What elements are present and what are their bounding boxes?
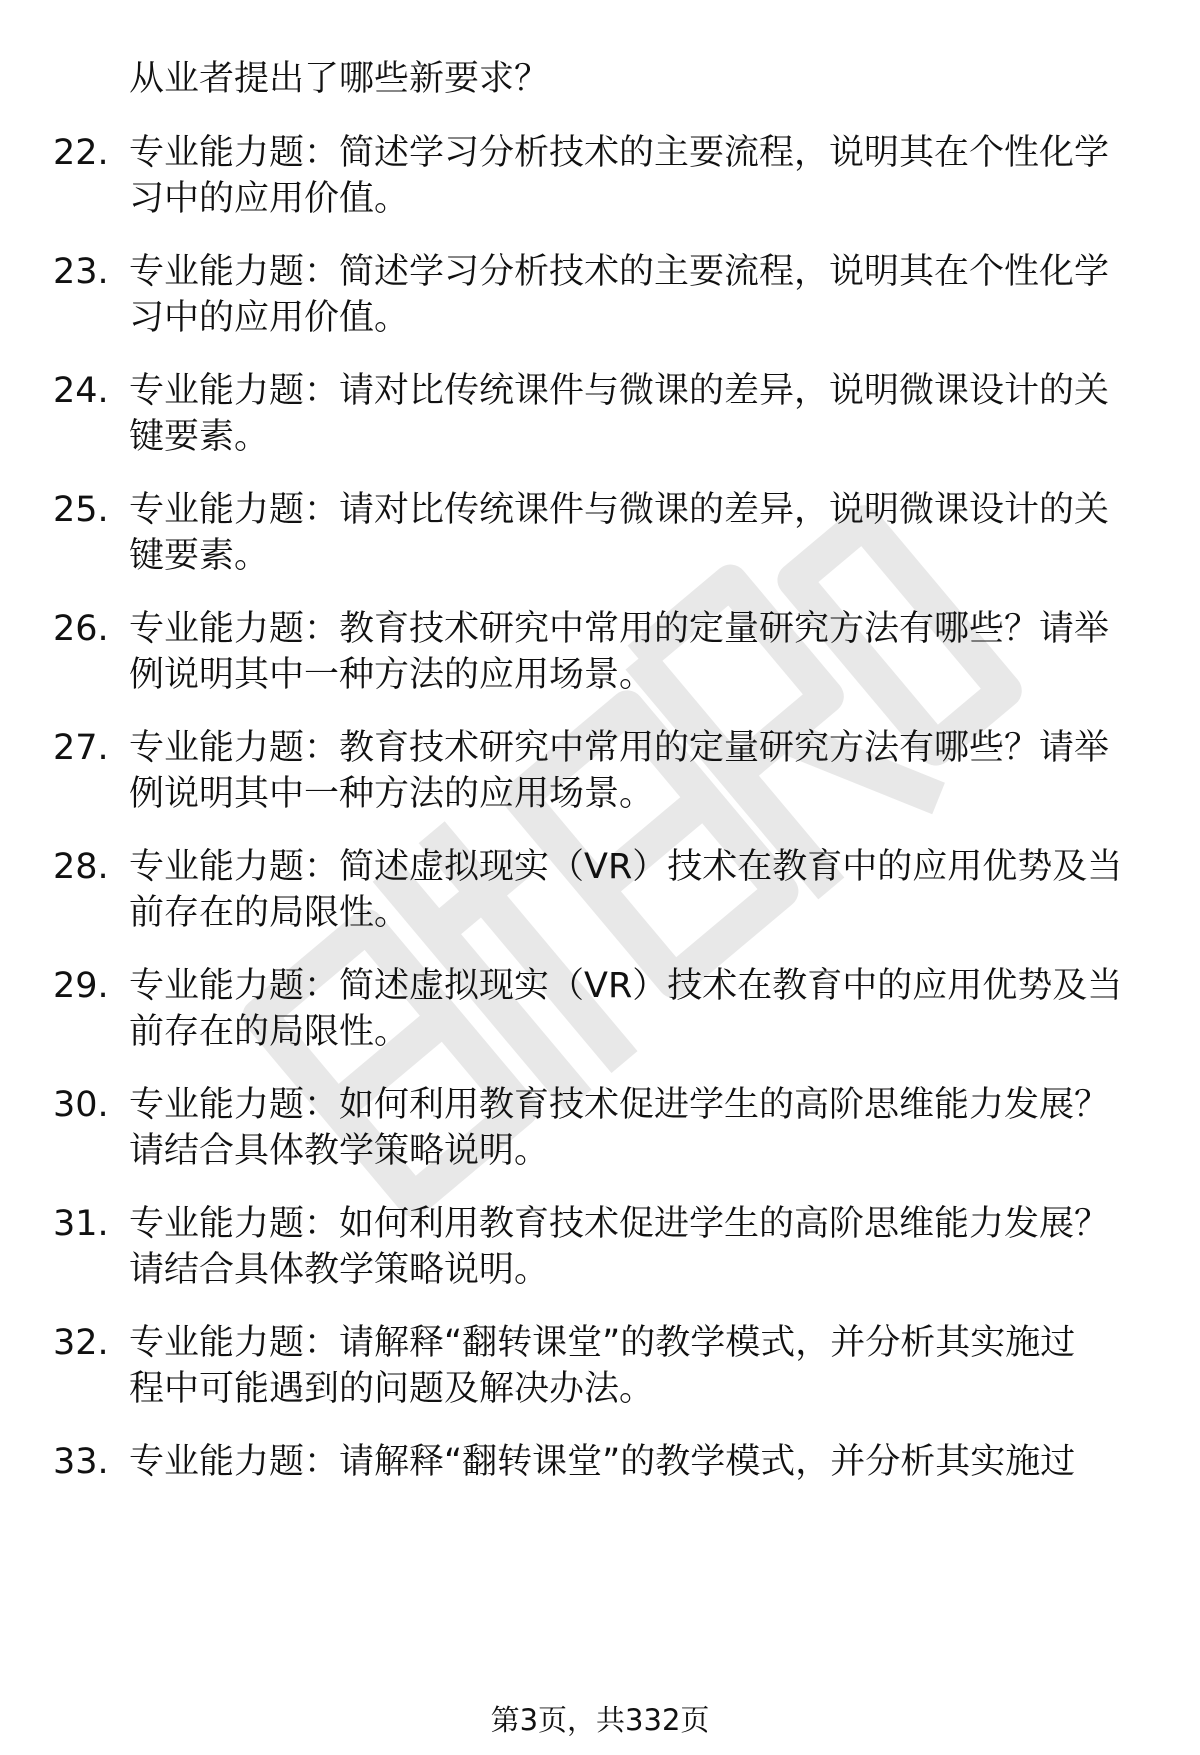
- question-text-line: 专业能力题：简述虚拟现实（VR）技术在教育中的应用优势及当: [129, 847, 1123, 887]
- question-text-line: 专业能力题：如何利用教育技术促进学生的高阶思维能力发展？: [129, 1085, 1110, 1125]
- question-text-line: 程中可能遇到的问题及解决办法。: [129, 1369, 655, 1409]
- question-text-line: 习中的应用价值。: [129, 179, 410, 219]
- question-number: 31.: [53, 1204, 109, 1244]
- question-text-line: 从业者提出了哪些新要求？: [129, 59, 550, 99]
- question-text-line: 习中的应用价值。: [129, 298, 410, 338]
- question-text-line: 前存在的局限性。: [129, 1012, 410, 1052]
- question-number: 28.: [53, 847, 109, 887]
- question-text-line: 专业能力题：简述学习分析技术的主要流程，说明其在个性化学: [129, 133, 1110, 173]
- question-text-line: 例说明其中一种方法的应用场景。: [129, 774, 655, 814]
- question-text-line: 专业能力题：请对比传统课件与微课的差异，说明微课设计的关: [129, 371, 1110, 411]
- question-text-line: 专业能力题：教育技术研究中常用的定量研究方法有哪些？请举: [129, 609, 1110, 649]
- question-text-line: 专业能力题：请解释“翻转课堂”的教学模式，并分析其实施过: [129, 1442, 1076, 1482]
- question-text-line: 键要素。: [129, 417, 270, 457]
- question-text-line: 前存在的局限性。: [129, 893, 410, 933]
- question-number: 27.: [53, 728, 109, 768]
- question-text-line: 键要素。: [129, 536, 270, 576]
- page-number-footer: 第3页，共332页: [490, 1703, 710, 1737]
- question-text-line: 例说明其中一种方法的应用场景。: [129, 655, 655, 695]
- question-text-line: 请结合具体教学策略说明。: [129, 1131, 550, 1171]
- question-number: 25.: [53, 490, 109, 530]
- question-number: 23.: [53, 252, 109, 292]
- question-text-line: 专业能力题：请解释“翻转课堂”的教学模式，并分析其实施过: [129, 1323, 1076, 1363]
- question-text-line: 专业能力题：请对比传统课件与微课的差异，说明微课设计的关: [129, 490, 1110, 530]
- question-number: 24.: [53, 371, 109, 411]
- question-text-line: 专业能力题：如何利用教育技术促进学生的高阶思维能力发展？: [129, 1204, 1110, 1244]
- question-text-line: 专业能力题：教育技术研究中常用的定量研究方法有哪些？请举: [129, 728, 1110, 768]
- question-number: 29.: [53, 966, 109, 1006]
- question-text-line: 专业能力题：简述虚拟现实（VR）技术在教育中的应用优势及当: [129, 966, 1123, 1006]
- question-number: 30.: [53, 1085, 109, 1125]
- question-number: 33.: [53, 1442, 109, 1482]
- question-number: 22.: [53, 133, 109, 173]
- question-text-line: 请结合具体教学策略说明。: [129, 1250, 550, 1290]
- question-number: 32.: [53, 1323, 109, 1363]
- question-number: 26.: [53, 609, 109, 649]
- question-text-line: 专业能力题：简述学习分析技术的主要流程，说明其在个性化学: [129, 252, 1110, 292]
